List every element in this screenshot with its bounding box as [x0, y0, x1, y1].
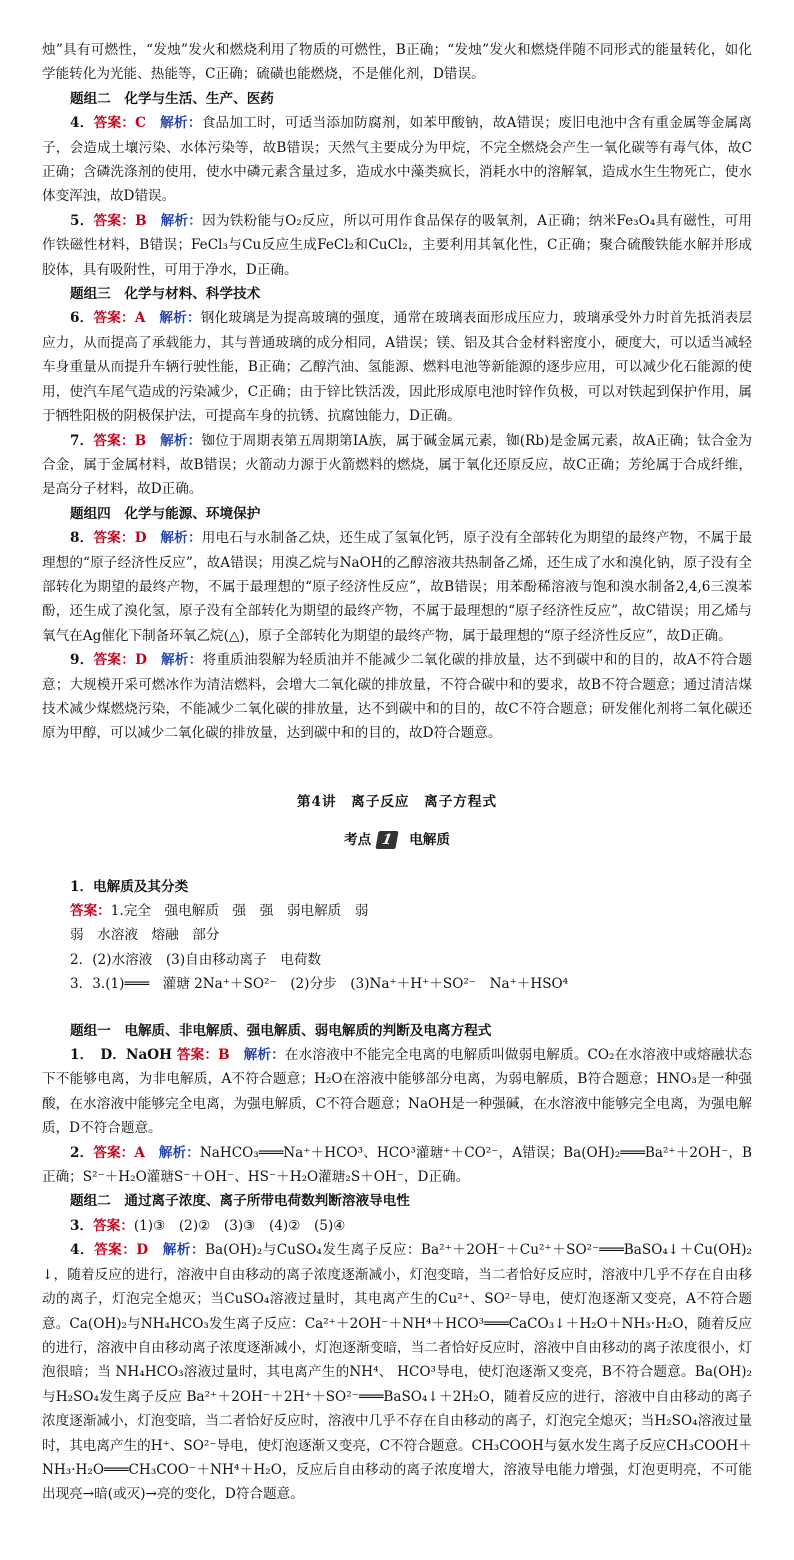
question-number: 8． [70, 530, 94, 547]
analysis-label: 解析： [160, 652, 203, 669]
analysis-label: 解析： [160, 432, 202, 449]
exercise-1 [42, 1043, 752, 1141]
answer-value: D [136, 1242, 149, 1259]
subsection-1: 1．电解质及其分类 [70, 878, 189, 895]
section-heading-tz1: 题组一 电解质、非电解质、强电解质、弱电解质的判断及电离方程式 [70, 1022, 492, 1039]
question-number: 5． [70, 212, 94, 229]
question-4 [42, 111, 752, 209]
exercise-2 [42, 1141, 752, 1190]
answer-label: 答案： [93, 212, 136, 229]
question-number: 9． [70, 652, 94, 669]
analysis-text: 用电石与水制备乙炔，还生成了氢氧化钙，原子没有全部转化为期望的最终产物，不属于最理想的“原子经济性反应”，故A错误；用溴乙烷与NaOH的乙醇溶液共热制备乙烯，还生成了水和溴化钠，原子没有全部转化为期望的最终产物，不属于最理想的“原子经济性反应”，故B错误；用苯酚稀溶液与饱和溴水制备2,4,6三溴苯酚，还生成了溴化氢，原子没有全部转化为期望的最终产物，不属于最理想的“原子经济性反应”，故C错误；用乙烯与氧气在Ag催化下制备环氧乙烷(△)，原子全部转化为期望的最终产物，属于最理想的“原子经济性反应”，故D正确。 [42, 530, 753, 644]
answer-label: 答案： [93, 432, 135, 449]
analysis-label: 解析： [158, 1144, 200, 1161]
section-heading-group4: 题组四 化学与能源、环境保护 [70, 505, 261, 522]
answer-label: 答案： [93, 530, 135, 547]
answer-label: 答案： [93, 1144, 135, 1161]
question-fragment: D．NaOH [86, 1047, 177, 1064]
kaodian-title: 电解质 [409, 832, 450, 849]
analysis-text: 铷位于周期表第五周期第ⅠA族，属于碱金属元素，铷(Rb)是金属元素，故A正确；钛合金为合金，属于金属材料，故B错误；火箭动力源于火箭燃料的燃烧，属于氧化还原反应，故C正确；芳纶属于合成纤维，是高分子材料，故D正确。 [42, 432, 753, 498]
answer-value: B [134, 432, 147, 449]
chapter-title: 第4讲 离子反应 离子方程式 [296, 793, 498, 810]
section-heading-group2: 题组二 化学与生活、生产、医药 [70, 90, 274, 107]
kaodian-heading [42, 828, 752, 852]
answer-label: 答案： [93, 115, 136, 132]
question-number: 2． [70, 1144, 94, 1161]
answer-value: C [135, 115, 146, 132]
analysis-label: 解析： [160, 530, 202, 547]
question-9 [42, 648, 752, 746]
analysis-text: 钢化玻璃是为提高玻璃的强度，通常在玻璃表面形成压应力，玻璃承受外力时首先抵消表层应力，从而提高了承载能力，其与普通玻璃的成分相同，A错误；镁、铝及其合金材料密度小，硬度大，可以适当减轻车身重量从而提升车辆行驶性能，B正确；乙醇汽油、氢能源、燃料电池等新能源的逐步应用，可以减少化石能源的使用，使汽车尾气造成的污染减少，C正确；由于锌比铁活泼，因此形成原电池时锌作负极，可以对铁起到保护作用，属于牺牲阳极的阴极保护法，可提高车身的抗锈、抗腐蚀能力，D正确。 [42, 310, 753, 425]
analysis-label: 解析： [160, 115, 202, 132]
analysis-label: 解析： [159, 310, 201, 327]
question-7 [42, 429, 752, 502]
exercise-3 [42, 1214, 752, 1238]
paragraph-continuation: 烛”具有可燃性，“发烛”发火和燃烧利用了物质的可燃性，B正确；“发烛”发火和燃烧伴随不同形式的能量转化，如化学能转化为光能、热能等，C正确；硫磺也能燃烧，不是催化剂，D错误。 [42, 42, 752, 83]
analysis-label: 解析： [243, 1047, 285, 1064]
question-number: 4． [70, 115, 94, 132]
exercise-4 [42, 1238, 752, 1506]
question-8 [42, 526, 752, 648]
question-number: 3． [70, 1217, 94, 1234]
answer-value: A [134, 310, 146, 327]
question-number: 6． [70, 310, 94, 327]
answer-label: 答案： [93, 310, 135, 327]
answer-value: D [135, 652, 147, 669]
kaodian-number-badge: 1 [376, 831, 399, 849]
answer-text: (1)③ (2)② (3)③ (4)② (5)④ [133, 1217, 346, 1234]
answer-value: B [135, 212, 147, 229]
analysis-label: 解析： [160, 212, 203, 229]
answer-text: 1.完全 强电解质 强 强 弱电解质 弱 [110, 903, 369, 919]
section-heading-group3: 题组三 化学与材料、科学技术 [70, 286, 261, 303]
question-number: 1． [70, 1047, 87, 1064]
analysis-text: 因为铁粉能与O₂反应，所以可用作食品保存的吸氧剂，A正确；纳米Fe₃O₄具有磁性，可用作铁磁性材料，B错误；FeCl₃与Cu反应生成FeCl₂和CuCl₂，主要利用其氧化性，C正确；聚合硫酸铁能水解并形成胶体，具有吸附性，可用于净水，D正确。 [42, 212, 753, 278]
question-5 [42, 209, 752, 282]
analysis-text: 食品加工时，可适当添加防腐剂，如苯甲酸钠，故A错误；废旧电池中含有重金属等金属离子，会造成土壤污染、水体污染等，故B错误；天然气主要成分为甲烷，不完全燃烧会产生一氧化碳等有毒气体，故C正确；含磷洗涤剂的使用，使水中磷元素含量过多，造成水中藻类疯长，消耗水中的溶解氧，造成水生生物死亡，使水体变浑浊，故D错误。 [42, 115, 752, 205]
subsection-2: 2．(2)水溶液 (3)自由移动离子 电荷数 [70, 951, 322, 968]
question-number: 7． [70, 432, 94, 449]
question-6 [42, 306, 752, 428]
answer-label: 答案： [94, 1242, 137, 1259]
answer-value: B [218, 1047, 230, 1064]
answer-value: D [134, 530, 147, 547]
subsection-1-answer-cont: 弱 水溶液 熔融 部分 [70, 927, 220, 944]
analysis-text: 在水溶液中不能完全电离的电解质叫做弱电解质。CO₂在水溶液中或熔融状态下不能够电离，为非电解质，A不符合题意；H₂O在溶液中能够部分电离，为弱电解质，B符合题意；HNO₃是一种强酸，在水溶液中能够完全电离，为强电解质，C不符合题意；NaOH是一种强碱，在水溶液中能够完全电离，为强电解质，D不符合题意。 [42, 1047, 753, 1137]
analysis-text: NaHCO₃═══Na⁺＋HCO³、HCO³灌瑭⁺＋CO²⁻，A错误；Ba(OH)₂═══Ba²⁺＋2OH⁻，B正确；S²⁻＋H₂O灌瑭S⁻＋OH⁻、HS⁻＋H₂O灌瑭₂S＋OH⁻，D正确。 [42, 1144, 753, 1186]
subsection-1-answer [42, 899, 752, 923]
answer-label: 答案： [93, 1217, 134, 1234]
kaodian-label: 考点 [344, 832, 372, 849]
question-number: 4． [70, 1242, 95, 1259]
answer-label: 答案： [70, 903, 111, 919]
analysis-text: 将重质油裂解为轻质油并不能减少二氧化碳的排放量，达不到碳中和的目的，故A不符合题意；大规模开采可燃冰作为清洁燃料，会增大二氧化碳的排放量，不符合碳中和的要求，故B不符合题意；通过清洁煤技术减少煤燃烧污染，不能减少二氧化碳的排放量，达不到碳中和的目的，故C不符合题意；研发催化剂将二氧化碳还原为甲醇，可以减少二氧化碳的排放量，达到碳中和的目的，故D符合题意。 [42, 652, 753, 742]
analysis-text: Ba(OH)₂与CuSO₄发生离子反应：Ba²⁺＋2OH⁻＋Cu²⁺＋SO²⁻═══BaSO₄↓＋Cu(OH)₂↓，随着反应的进行，溶液中自由移动的离子浓度逐渐减小，灯泡变暗，当二者恰好反应时，溶液中几乎不存在自由移动的离子，灯泡完全熄灭；当CuSO₄溶液过量时，其电离产生的Cu²⁺、SO²⁻导电，使灯泡逐渐又变亮，A不符合题意。Ca(OH)₂与NH₄HCO₃发生离子反应：Ca²⁺＋2OH⁻＋NH⁴＋HCO³═══CaCO₃↓＋H₂O＋NH₃·H₂O，随着反应的进行，溶液中自由移动离子浓度逐渐减小，灯泡逐渐变暗，当二者恰好反应时，溶液中自由移动的离子浓度很小，灯泡很暗；当 NH₄HCO₃溶液过量时，其电离产生的NH⁴、 HCO³导电，使灯泡逐渐又变亮，B不符合题意。Ba(OH)₂与H₂SO₄发生离子反应 Ba²⁺＋2OH⁻＋2H⁺＋SO²⁻═══BaSO₄↓＋2H₂O，随着反应的进行，溶液中自由移动的离子浓度逐渐减小，灯泡变暗，当二者恰好反应时，溶液中几乎不存在自由移动的离子，灯泡完全熄灭；当H₂SO₄溶液过量时，其电离产生的H⁺、SO²⁻导电，使灯泡逐渐又变亮，C不符合题意。CH₃COOH与氨水发生离子反应CH₃COOH＋NH₃·H₂O═══CH₃COO⁻＋NH⁴＋H₂O，反应后自由移动的离子浓度增大，溶液导电能力增强，灯泡更明亮，不可能出现亮→暗(或灭)→亮的变化，D符合题意。 [42, 1242, 753, 1503]
section-heading-tz2: 题组二 通过离子浓度、离子所带电荷数判断溶液导电性 [70, 1193, 410, 1210]
answer-value: A [134, 1144, 145, 1161]
answer-label: 答案： [93, 652, 136, 669]
subsection-3: 3．3.(1)═══ 灌瑭 2Na⁺＋SO²⁻ (2)分步 (3)Na⁺＋H⁺＋SO²⁻ Na⁺＋HSO⁴ [70, 976, 569, 993]
analysis-label: 解析： [162, 1242, 206, 1259]
answer-label: 答案： [176, 1047, 219, 1064]
